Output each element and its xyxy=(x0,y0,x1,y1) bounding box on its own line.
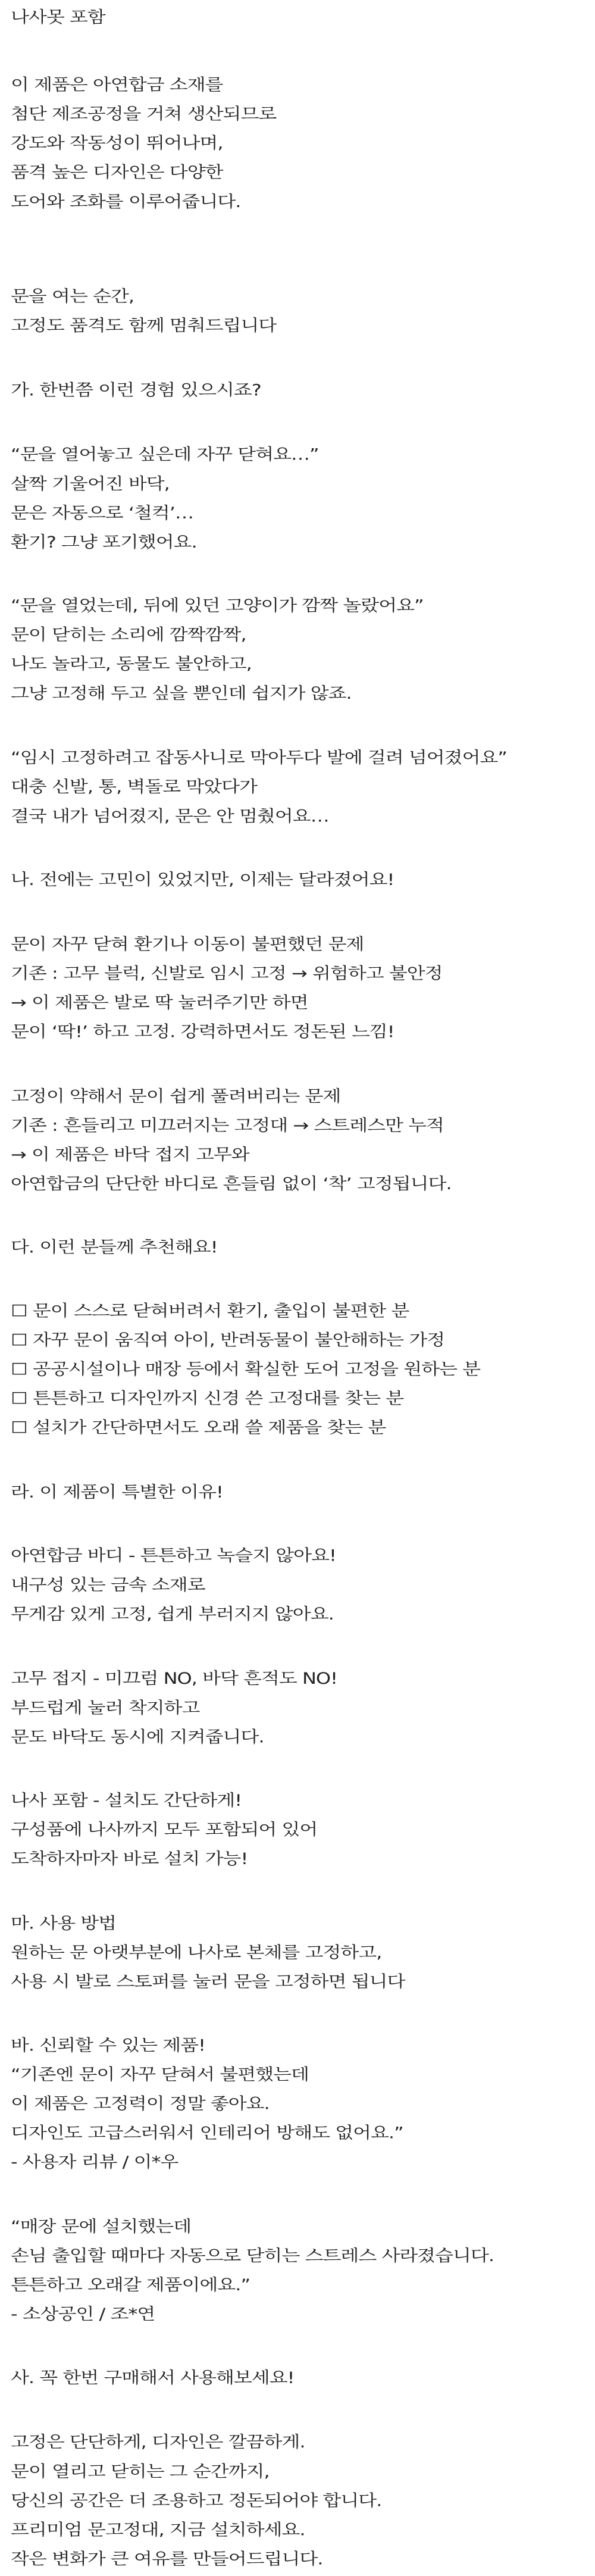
text-line: 기존 : 고무 블럭, 신발로 임시 고정 → 위험하고 불안정 xyxy=(11,963,443,983)
text-line: 나. 전에는 고민이 있었지만, 이제는 달라졌어요! xyxy=(11,870,394,889)
text-line: 문이 ‘딱!’ 하고 고정. 강력하면서도 정돈된 느낌! xyxy=(11,1022,394,1042)
text-line: ☐ 공공시설이나 매장 등에서 확실한 도어 고정을 원하는 분 xyxy=(11,1359,481,1379)
text-line: 나도 놀라고, 동물도 불안하고, xyxy=(11,654,252,674)
text-line: 나사못 포함 xyxy=(11,7,105,27)
text-line: “임시 고정하려고 잡동사니로 막아두다 발에 걸려 넘어졌어요” xyxy=(11,748,507,767)
text-line: 그냥 고정해 두고 싶을 뿐인데 쉽지가 않죠. xyxy=(11,683,352,703)
text-line: ☐ 자꾸 문이 움직여 아이, 반려동물이 불안해하는 가정 xyxy=(11,1330,445,1350)
text-line: 아연합금의 단단한 바디로 흔들림 없이 ‘착’ 고정됩니다. xyxy=(11,1174,452,1193)
text-line: 고정은 단단하게, 디자인은 깔끔하게. xyxy=(11,2432,305,2452)
text-line: 첨단 제조공정을 거쳐 생산되므로 xyxy=(11,104,277,124)
text-line: 품격 높은 디자인은 다양한 xyxy=(11,162,223,182)
text-line: 내구성 있는 금속 소재로 xyxy=(11,1575,205,1595)
text-line: 바. 신뢰할 수 있는 제품! xyxy=(11,2035,205,2055)
text-line: ☐ 문이 스스로 닫혀버려서 환기, 출입이 불편한 분 xyxy=(11,1300,409,1321)
text-line: 기존 : 흔들리고 미끄러지는 고정대 → 스트레스만 누적 xyxy=(11,1115,444,1135)
text-line: 도착하자마자 바로 설치 가능! xyxy=(11,1849,248,1868)
text-line: 마. 사용 방법 xyxy=(11,1914,117,1933)
text-line: 문도 바닥도 동시에 지켜줍니다. xyxy=(11,1727,264,1747)
text-line: 문은 자동으로 ‘철컥’… xyxy=(11,503,193,523)
text-line: ☐ 튼튼하고 디자인까지 신경 쓴 고정대를 찾는 분 xyxy=(11,1389,404,1408)
text-line: 결국 내가 넘어졌지, 문은 안 멈췄어요… xyxy=(11,806,329,826)
text-line: “문을 열어놓고 싶은데 자꾸 닫혀요…” xyxy=(11,445,319,464)
text-line: 살짝 기울어진 바닥, xyxy=(11,474,170,493)
text-line: “문을 열었는데, 뒤에 있던 고양이가 깜짝 놀랐어요” xyxy=(11,596,424,615)
text-line: 이 제품은 아연합금 소재를 xyxy=(11,75,223,95)
text-line: 무게감 있게 고정, 쉽게 부러지지 않아요. xyxy=(11,1604,334,1624)
text-line: 구성품에 나사까지 모두 포함되어 있어 xyxy=(11,1820,318,1839)
text-line: 이 제품은 고정력이 정말 좋아요. xyxy=(11,2094,270,2114)
text-line: - 사용자 리뷰 / 이*우 xyxy=(11,2152,178,2172)
text-line: 손님 출입할 때마다 자동으로 닫히는 스트레스 사라졌습니다. xyxy=(11,2246,494,2265)
text-line: ☐ 설치가 간단하면서도 오래 쓸 제품을 찾는 분 xyxy=(11,1418,386,1437)
text-line: 도어와 조화를 이루어줍니다. xyxy=(11,192,241,211)
text-line: 라. 이 제품이 특별한 이유! xyxy=(11,1482,223,1502)
text-line: 대충 신발, 통, 벽돌로 막았다가 xyxy=(11,777,257,797)
text-line: - 소상공인 / 조*연 xyxy=(11,2304,155,2324)
text-line: 원하는 문 아랫부분에 나사로 본체를 고정하고, xyxy=(11,1943,382,1962)
text-line: “기존엔 문이 자꾸 닫혀서 불편했는데 xyxy=(11,2064,309,2084)
text-line: 고정도 품격도 함께 멈춰드립니다 xyxy=(11,315,277,335)
text-line: 고무 접지 - 미끄럼 NO, 바닥 흔적도 NO! xyxy=(11,1668,337,1688)
text-line: 작은 변화가 큰 여유를 만들어드립니다. xyxy=(11,2549,323,2569)
text-line: 나사 포함 - 설치도 간단하게! xyxy=(11,1790,242,1810)
text-line: → 이 제품은 바닥 접지 고무와 xyxy=(11,1145,249,1164)
text-line: 다. 이런 분들께 추천해요! xyxy=(11,1237,218,1257)
text-line: 환기? 그냥 포기했어요. xyxy=(11,532,197,552)
text-line: 디자인도 고급스러워서 인테리어 방해도 없어요.” xyxy=(11,2123,403,2143)
text-line: 강도와 작동성이 뛰어나며, xyxy=(11,133,223,153)
text-line: 문이 자꾸 닫혀 환기나 이동이 불편했던 문제 xyxy=(11,934,364,954)
text-line: 문을 여는 순간, xyxy=(11,286,134,306)
text-line: 튼튼하고 오래갈 제품이에요.” xyxy=(11,2275,250,2294)
text-line: 문이 열리고 닫히는 그 순간까지, xyxy=(11,2461,270,2481)
text-line: 사. 꼭 한번 구매해서 사용해보세요! xyxy=(11,2368,295,2387)
text-line: 부드럽게 눌러 착지하고 xyxy=(11,1697,200,1718)
text-line: 아연합금 바디 - 튼튼하고 녹슬지 않아요! xyxy=(11,1546,336,1565)
text-line: 문이 닫히는 소리에 깜짝깜짝, xyxy=(11,625,246,645)
text-line: 가. 한번쯤 이런 경험 있으시죠? xyxy=(11,380,261,400)
text-line: 당신의 공간은 더 조용하고 정돈되어야 합니다. xyxy=(11,2490,382,2511)
text-line: 프리미엄 문고정대, 지금 설치하세요. xyxy=(11,2520,305,2540)
text-line: 고정이 약해서 문이 쉽게 풀려버리는 문제 xyxy=(11,1086,341,1106)
text-line: → 이 제품은 발로 딱 눌러주기만 하면 xyxy=(11,993,308,1012)
text-line: “매장 문에 설치했는데 xyxy=(11,2217,192,2236)
text-line: 사용 시 발로 스토퍼를 눌러 문을 고정하면 됩니다 xyxy=(11,1972,405,1992)
